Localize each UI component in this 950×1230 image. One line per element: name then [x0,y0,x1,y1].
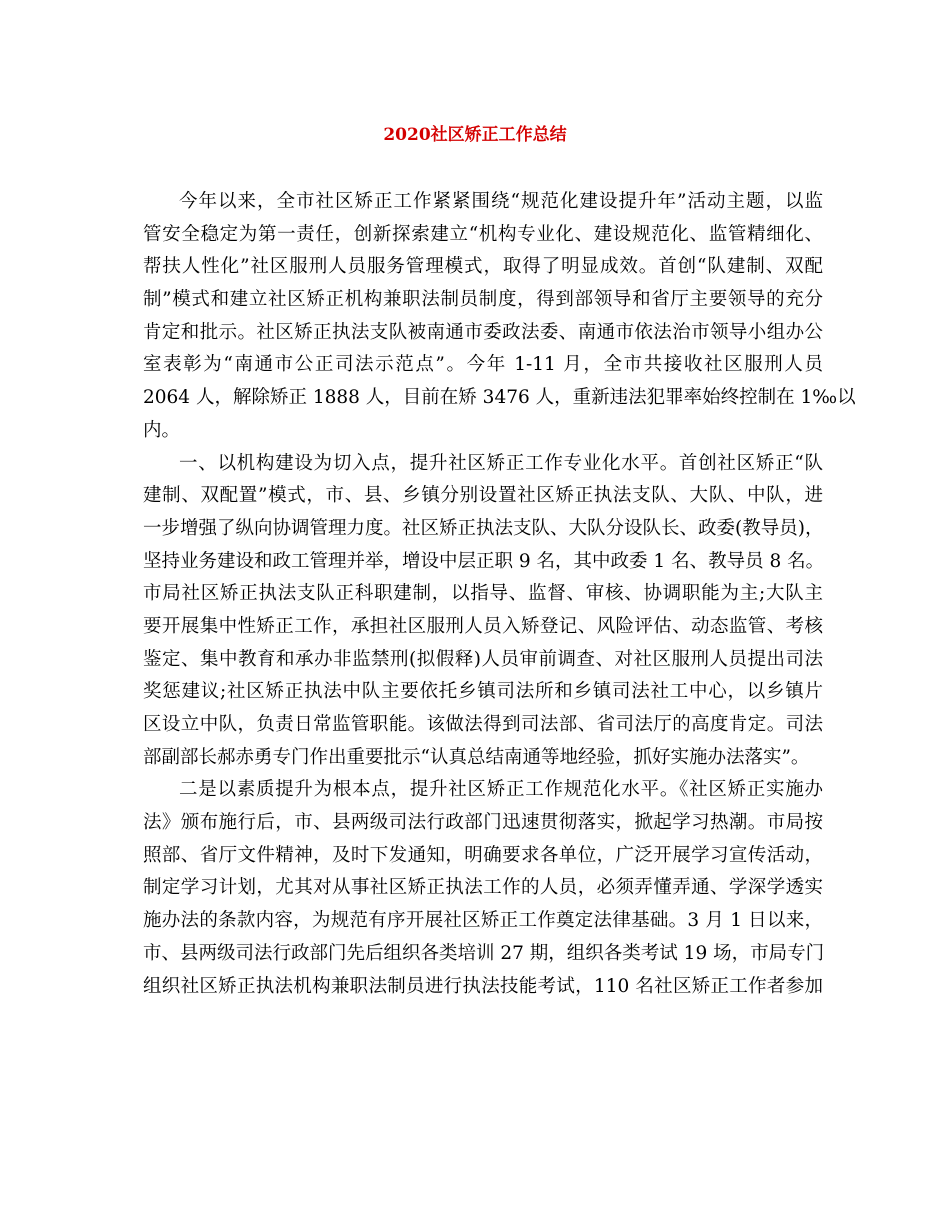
text-line: 建制、双配置”模式，市、县、乡镇分别设置社区矫正执法支队、大队、中队，进 [143,485,823,507]
text-line: 今年以来，全市社区矫正工作紧紧围绕“规范化建设提升年”活动主题，以监 [179,191,823,212]
text-line: 市局社区矫正执法支队正科职建制，以指导、监督、审核、协调职能为主;大队主 [143,583,823,605]
text-line: 一、以机构建设为切入点，提升社区矫正工作专业化水平。首创社区矫正“队 [179,452,823,474]
text-line: 制定学习计划，尤其对从事社区矫正执法工作的人员，必须弄懂弄通、学深学透实 [143,877,823,899]
text-line: 部副部长郝赤勇专门作出重要批示“认真总结南通等地经验，抓好实施办法落实”。 [143,746,810,768]
text-line: 法》颁布施行后，市、县两级司法行政部门迅速贯彻落实，掀起学习热潮。市局按 [143,812,823,834]
text-line: 一步增强了纵向协调管理力度。社区矫正执法支队、大队分设队长、政委(教导员)， [143,517,824,539]
text-line: 奖惩建议;社区矫正执法中队主要依托乡镇司法所和乡镇司法社工中心，以乡镇片 [143,681,823,703]
text-line: 组织社区矫正执法机构兼职法制员进行执法技能考试，110 名社区矫正工作者参加 [143,975,823,997]
text-line: 施办法的条款内容，为规范有序开展社区矫正工作奠定法律基础。3 月 1 日以来， [143,910,823,932]
text-line: 二是以素质提升为根本点，提升社区矫正工作规范化水平。《社区矫正实施办 [179,779,823,801]
text-line: 帮扶人性化”社区服刑人员服务管理模式，取得了明显成效。首创“队建制、双配 [143,256,823,278]
text-line: 室表彰为“南通市公正司法示范点”。今年 1-11 月，全市共接收社区服刑人员 [143,354,823,376]
document-title: 2020社区矫正工作总结 [383,125,567,145]
text-line: 制”模式和建立社区矫正机构兼职法制员制度，得到部领导和省厅主要领导的充分 [143,289,823,311]
text-line: 市、县两级司法行政部门先后组织各类培训 27 期，组织各类考试 19 场，市局专门 [143,942,825,964]
text-line: 坚持业务建设和政工管理并举，增设中层正职 9 名，其中政委 1 名、教导员 8 名。 [143,550,825,572]
text-line: 区设立中队，负责日常监管职能。该做法得到司法部、省司法厅的高度肯定。司法 [143,714,823,735]
text-line: 内。 [143,419,181,441]
text-line: 鉴定、集中教育和承办非监禁刑(拟假释)人员审前调查、对社区服刑人员提出司法 [143,648,823,670]
text-line: 要开展集中性矫正工作，承担社区服刑人员入矫登记、风险评估、动态监管、考核 [143,615,823,637]
document-body [143,186,856,1003]
text-line: 2064 人，解除矫正 1888 人，目前在矫 3476 人，重新违法犯罪率始终控制在 1‰以 [143,387,856,409]
text-line: 肯定和批示。社区矫正执法支队被南通市委政法委、南通市依法治市领导小组办公 [143,321,823,343]
text-line: 照部、省厅文件精神，及时下发通知，明确要求各单位，广泛开展学习宣传活动， [143,844,823,866]
text-line: 管安全稳定为第一责任，创新探索建立“机构专业化、建设规范化、监管精细化、 [143,223,823,245]
